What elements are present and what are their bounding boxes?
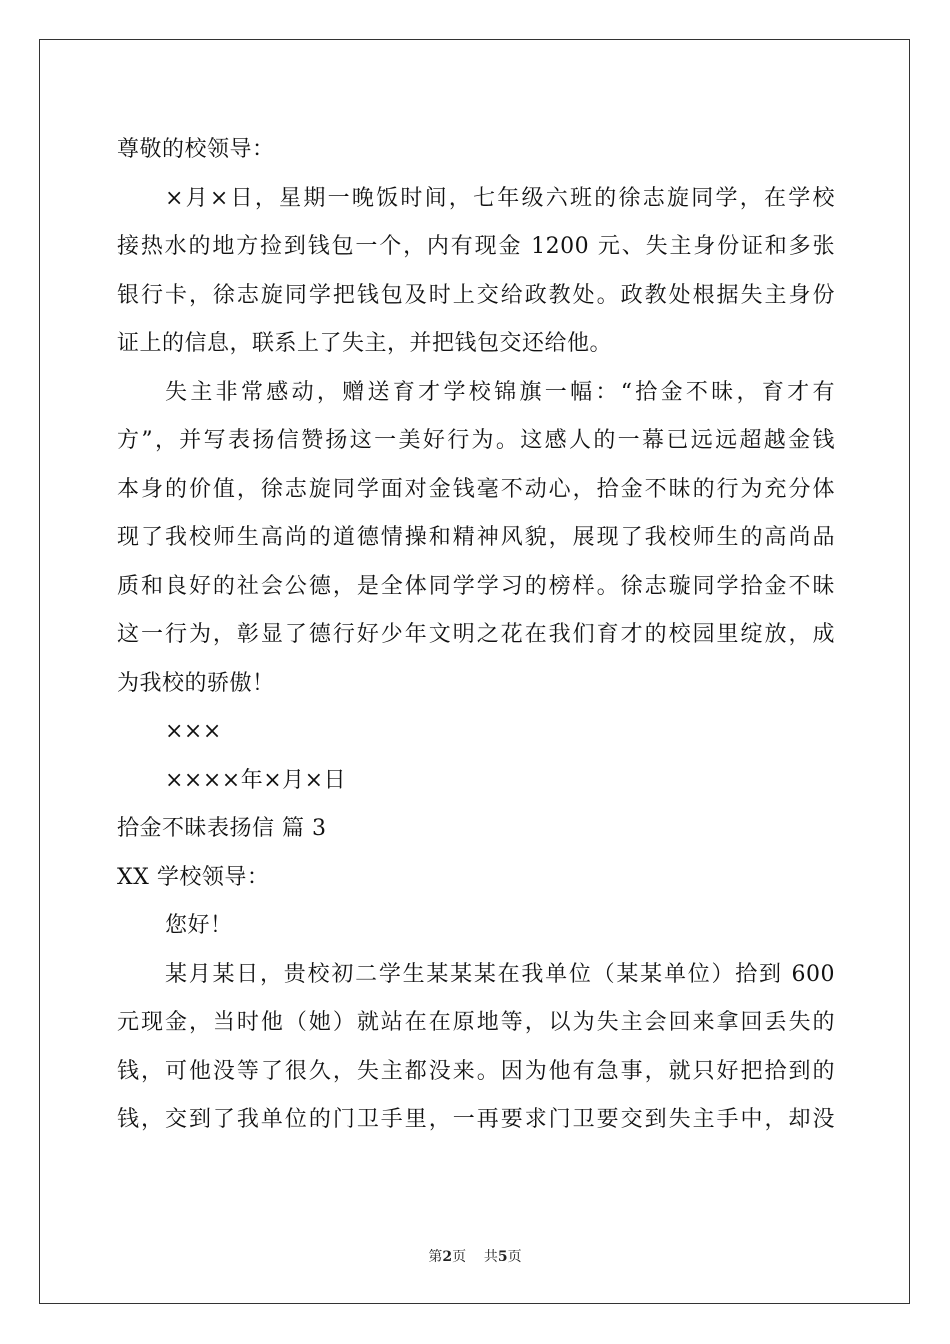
salutation: 尊敬的校领导：: [117, 137, 275, 162]
page-footer: [0, 1246, 950, 1266]
paragraph-line: 这一行为，彰显了德行好少年文明之花在我们育才的校园里绽放，成: [117, 622, 835, 647]
paragraph-line: 银行卡，徐志旋同学把钱包及时上交给政教处。政教处根据失主身份: [117, 282, 835, 308]
page-prefix: 第: [428, 1249, 443, 1265]
paragraph-line: 本身的价值，徐志旋同学面对金钱毫不动心，拾金不昧的行为充分体: [117, 476, 835, 502]
section-title: 拾金不昧表扬信 篇 3: [117, 816, 327, 841]
paragraph-line: 接热水的地方捡到钱包一个，内有现金 1200 元、失主身份证和多张: [117, 234, 835, 259]
total-suffix: 页: [507, 1249, 522, 1265]
signature: ×××: [165, 719, 222, 744]
salutation: XX 学校领导：: [117, 864, 270, 890]
paragraph-line: 失主非常感动，赠送育才学校锦旗一幅：“拾金不昧，育才有: [165, 379, 835, 405]
document-body: [117, 126, 835, 1145]
page-number: 2: [442, 1249, 453, 1265]
date: ××××年×月×日: [165, 767, 347, 793]
paragraph-line: 证上的信息，联系上了失主，并把钱包交还给他。: [117, 331, 613, 356]
paragraph-line: 现了我校师生高尚的道德情操和精神风貌，展现了我校师生的高尚品: [117, 525, 835, 550]
paragraph-line: 某月某日，贵校初二学生某某某在我单位（某某单位）拾到 600: [165, 961, 835, 987]
paragraph-line: 钱，交到了我单位的门卫手里，一再要求门卫要交到失主手中，却没: [117, 1107, 835, 1132]
paragraph-line: ×月×日，星期一晚饭时间，七年级六班的徐志旋同学，在学校: [165, 185, 835, 211]
total-prefix: 共: [483, 1249, 498, 1265]
paragraph-line: 质和良好的社会公德，是全体同学学习的榜样。徐志璇同学拾金不昧: [117, 573, 835, 599]
paragraph-line: 元现金，当时他（她）就站在在原地等，以为失主会回来拿回丢失的: [117, 1010, 835, 1035]
greeting: 您好！: [165, 913, 233, 938]
page-suffix: 页: [452, 1249, 467, 1265]
paragraph-line: 为我校的骄傲！: [117, 670, 275, 696]
paragraph-line: 方”，并写表扬信赞扬这一美好行为。这感人的一幕已远远超越金钱: [117, 428, 835, 453]
total-pages: 5: [497, 1249, 508, 1265]
paragraph-line: 钱，可他没等了很久，失主都没来。因为他有急事，就只好把拾到的: [117, 1058, 835, 1084]
